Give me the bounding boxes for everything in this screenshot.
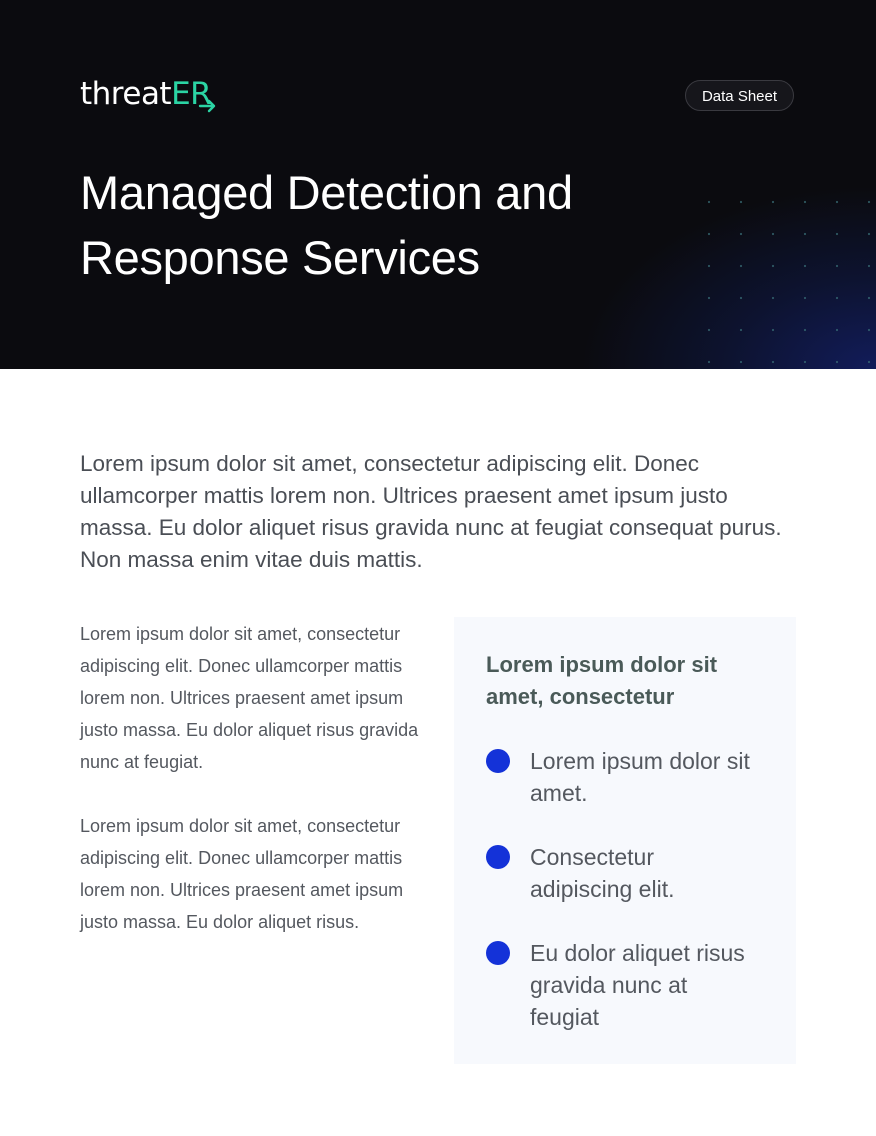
logo-wordmark: threat <box>80 76 172 112</box>
callout-box <box>454 617 796 1064</box>
body-paragraph: Lorem ipsum dolor sit amet, consectetur adipiscing elit. Donec ullamcorper mattis lorem non. Ultrices praesent amet ipsum justo massa. Eu dolor aliquet risus. <box>80 816 404 932</box>
logo-arrow-icon <box>198 98 220 114</box>
list-item-text: Lorem ipsum dolor sit amet. <box>530 748 750 806</box>
header-banner <box>0 0 876 369</box>
page-title <box>80 160 700 290</box>
callout-heading: Lorem ipsum dolor sit amet, consectetur <box>486 652 718 709</box>
bullet-dot-icon <box>486 749 510 773</box>
dot-grid-decoration <box>700 195 876 369</box>
body-paragraph: Lorem ipsum dolor sit amet, consectetur adipiscing elit. Donec ullamcorper mattis lorem non. Ultrices praesent amet ipsum justo massa. Eu dolor aliquet risus gravida nunc at feugiat. <box>80 624 419 772</box>
left-column <box>80 618 425 970</box>
bullet-dot-icon <box>486 941 510 965</box>
page-title-line-1: Managed Detection and <box>80 166 573 219</box>
threater-logo <box>80 74 211 114</box>
list-item-text: Eu dolor aliquet risus gravida nunc at feugiat <box>530 940 745 1030</box>
bullet-dot-icon <box>486 845 510 869</box>
list-item-text: Consectetur adipiscing elit. <box>530 844 675 902</box>
logo-wordmark-accent: ER <box>171 76 212 112</box>
data-sheet-badge: Data Sheet <box>685 80 794 111</box>
page-title-line-2: Response Services <box>80 231 480 284</box>
intro-paragraph: Lorem ipsum dolor sit amet, consectetur adipiscing elit. Donec ullamcorper mattis lorem non. Ultrices praesent amet ipsum justo massa. Eu dolor aliquet risus gravida nunc at feugiat consequat purus. Non massa enim vitae duis mattis. <box>80 451 782 572</box>
